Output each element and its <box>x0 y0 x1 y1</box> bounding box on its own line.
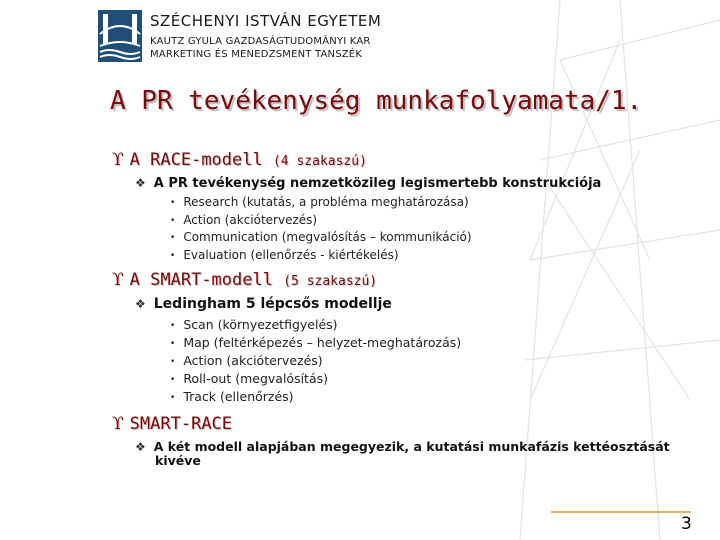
y-bullet-icon: ϒ <box>112 414 124 434</box>
section-race-sub <box>135 176 601 191</box>
section-smart-note: (5 szakaszú) <box>283 274 378 289</box>
smart-items-list <box>170 316 461 406</box>
section-smart-title: A SMART-modell <box>129 270 273 290</box>
section-smart-race-text <box>135 440 695 468</box>
list-item: • Action (akciótervezés) <box>170 352 461 370</box>
faculty-line-1: KAUTZ GYULA GAZDASÁGTUDOMÁNYI KAR <box>150 36 371 47</box>
diamond-bullet-icon: ❖ <box>135 176 146 190</box>
diamond-bullet-icon: ❖ <box>135 440 146 454</box>
list-item: • Communication (megvalósítás – kommunikáció) <box>170 229 472 247</box>
section-race-sub-text: A PR tevékenység nemzetközileg legismertebb konstrukciója <box>153 176 602 191</box>
list-item: • Track (ellenőrzés) <box>170 388 461 406</box>
university-name: SZÉCHENYI ISTVÁN EGYETEM <box>150 12 382 30</box>
list-item: • Action (akciótervezés) <box>170 212 472 230</box>
faculty-name <box>150 35 371 61</box>
race-items-list <box>170 194 472 264</box>
section-smart-race-title: SMART-RACE <box>129 414 233 434</box>
page-number: 3 <box>681 514 692 534</box>
diamond-bullet-icon: ❖ <box>135 297 146 311</box>
footer-divider <box>551 511 691 513</box>
section-smart-heading <box>112 270 377 290</box>
section-smart-race-line-1: ❖ A két modell alapjában megegyezik, a kutatási munkafázis kettéosztását <box>135 439 670 454</box>
list-item: • Scan (környezetfigyelés) <box>170 316 461 334</box>
list-item: • Map (feltérképezés – helyzet-meghatározás) <box>170 334 461 352</box>
section-smart-sub <box>135 296 392 312</box>
section-race-heading <box>112 150 367 170</box>
y-bullet-icon: ϒ <box>112 270 124 290</box>
section-smart-sub-text: Ledingham 5 lépcsős modellje <box>153 296 392 312</box>
list-item: • Evaluation (ellenőrzés - kiértékelés) <box>170 247 472 265</box>
section-race-title: A RACE-modell <box>129 150 263 170</box>
slide-title: A PR tevékenység munkafolyamata/1. <box>110 86 643 116</box>
section-race-note: (4 szakaszú) <box>272 154 367 169</box>
list-item: • Research (kutatás, a probléma meghatározása) <box>170 194 472 212</box>
university-logo-icon <box>98 10 142 62</box>
section-smart-race-line-2: kivéve <box>155 453 201 468</box>
list-item: • Roll-out (megvalósítás) <box>170 370 461 388</box>
section-smart-race-heading <box>112 414 232 434</box>
faculty-line-2: MARKETING ÉS MENEDZSMENT TANSZÉK <box>150 49 363 60</box>
y-bullet-icon: ϒ <box>112 150 124 170</box>
